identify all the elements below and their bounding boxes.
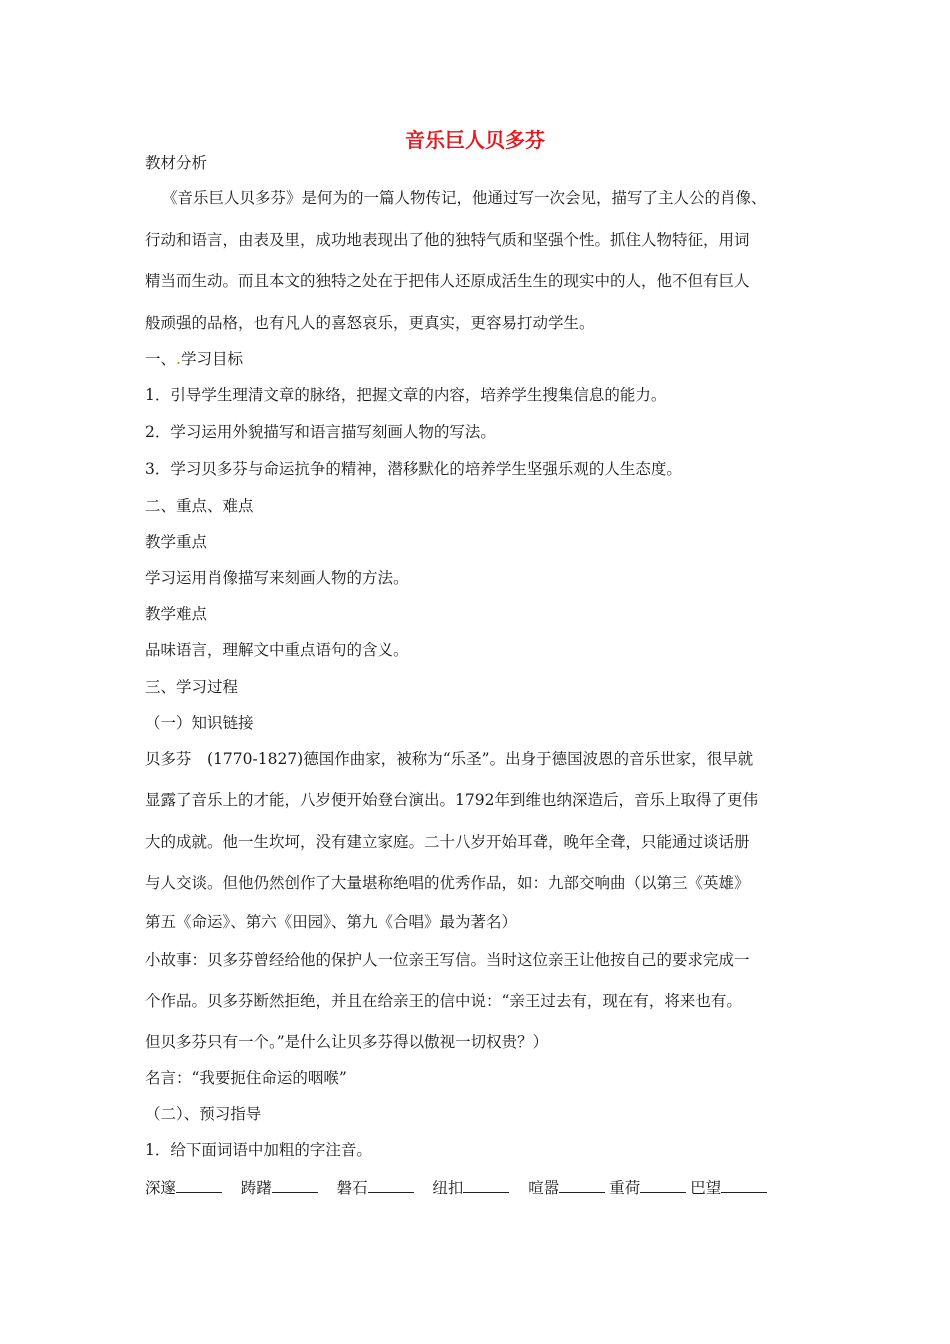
word-1: 深邃 (145, 1179, 177, 1197)
word-3: 磐石 (336, 1179, 368, 1197)
goals-heading-text: 学习目标 (180, 350, 243, 368)
blank-1[interactable] (176, 1178, 222, 1193)
goal-3: 3．学习贝多芬与命运抗争的精神，潜移默化的培养学生坚强乐观的人生态度。 (145, 460, 682, 478)
preview-heading: （二）、预习指导 (145, 1105, 262, 1123)
story-line-1: 小故事：贝多芬曾经给他的保护人一位亲王写信。当时这位亲王让他按自己的要求完成一 (145, 951, 750, 969)
analysis-line-1: 《音乐巨人贝多芬》是何为的一篇人物传记，他通过写一次会见，描写了主人公的肖像、 (162, 189, 767, 207)
difficulty: 品味语言，理解文中重点语句的含义。 (145, 641, 409, 659)
blank-5[interactable] (559, 1178, 605, 1193)
bio-line-1: 贝多芬 (1770-1827)德国作曲家，被称为“乐圣”。出身于德国波恩的音乐世家，很早就 (145, 750, 754, 768)
story-line-3: 但贝多芬只有一个。”是什么让贝多芬得以傲视一切权贵？） (145, 1033, 549, 1051)
word-4: 纽扣 (432, 1179, 464, 1197)
goal-2: 2．学习运用外貌描写和语言描写刻画人物的写法。 (145, 423, 496, 441)
word-blanks-row (145, 1178, 825, 1198)
key-heading: 二、重点、难点 (145, 497, 254, 515)
goals-heading-prefix: 一、 (145, 350, 177, 368)
goals-heading-dot: . (176, 350, 181, 368)
key-point: 学习运用肖像描写来刻画人物的方法。 (145, 569, 409, 587)
bio-line-5: 第五《命运》、第六《田园》、第九《合唱》最为著名） (145, 913, 518, 931)
goals-heading (145, 349, 825, 369)
bio-line-4: 与人交谈。但他仍然创作了大量堪称绝唱的优秀作品，如：九部交响曲（以第三《英雄》 (145, 874, 750, 892)
quote: 名言：“我要扼住命运的咽喉” (145, 1069, 347, 1087)
blank-2[interactable] (272, 1178, 318, 1193)
story-line-2: 个作品。贝多芬断然拒绝，并且在给亲王的信中说：“亲王过去有，现在有，将来也有。 (145, 992, 742, 1010)
blank-7[interactable] (721, 1178, 767, 1193)
blank-6[interactable] (640, 1178, 686, 1193)
process-heading: 三、学习过程 (145, 678, 239, 696)
difficulty-label: 教学难点 (145, 605, 208, 623)
word-2: 踌躇 (240, 1179, 272, 1197)
key-point-label: 教学重点 (145, 533, 208, 551)
word-7: 巴望 (690, 1179, 722, 1197)
analysis-line-4: 般顽强的品格，也有凡人的喜怒哀乐，更真实，更容易打动学生。 (145, 314, 595, 332)
exercise-1: 1．给下面词语中加粗的字注音。 (145, 1141, 372, 1159)
analysis-line-2: 行动和语言，由表及里，成功地表现出了他的独特气质和坚强个性。抓住人物特征，用词 (145, 231, 750, 249)
analysis-line-3: 精当而生动。而且本文的独特之处在于把伟人还原成活生生的现实中的人，他不但有巨人 (145, 272, 750, 290)
word-5: 喧嚣 (528, 1179, 560, 1197)
blank-4[interactable] (463, 1178, 509, 1193)
goal-1: 1．引导学生理清文章的脉络，把握文章的内容，培养学生搜集信息的能力。 (145, 386, 667, 404)
link-heading: （一）知识链接 (145, 714, 254, 732)
bio-line-3: 大的成就。他一生坎坷，没有建立家庭。二十八岁开始耳聋，晚年全聋，只能通过谈话册 (145, 833, 750, 851)
document-title: 音乐巨人贝多芬 (405, 128, 545, 152)
word-6: 重荷 (609, 1179, 641, 1197)
blank-3[interactable] (368, 1178, 414, 1193)
analysis-heading: 教材分析 (145, 154, 208, 172)
bio-line-2: 显露了音乐上的才能，八岁便开始登台演出。1792年到维也纳深造后，音乐上取得了更伟 (145, 791, 758, 809)
